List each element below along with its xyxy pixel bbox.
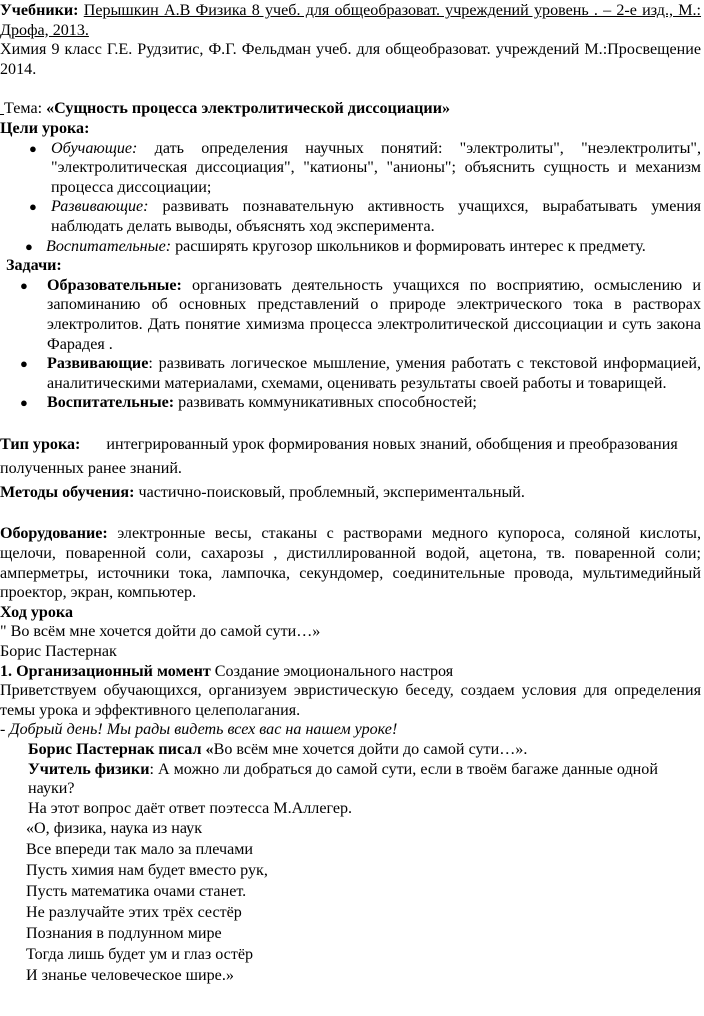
epigraph: " Во всём мне хочется дойти до самой сути…» — [0, 623, 321, 641]
goal-item: ● Обучающие: дать определения научных понятий: "электролиты", "неэлектролиты", "электролитическая диссоциация", "катионы", "анионы"; объяснить сущность и механизм процесса диссоциации; — [29, 139, 701, 196]
task-item: ● Развивающие: развивать логическое мышление, умения работать с текстовой информацией, аналитическими материалами, схемами, оценивать результаты своей работы и товарищей. — [20, 355, 701, 392]
teacher-line: Учитель физики: А можно ли добраться до самой сути, если в твоём багаже данные одной науки? — [28, 760, 658, 798]
tasks-list — [0, 276, 701, 413]
lesson-type-text: интегрированный урок формирования новых знаний, обобщения и преобразования полученных ранее знаний. — [0, 435, 678, 477]
poem — [0, 818, 701, 986]
pasternak-line: Борис Пастернак писал «Во всём мне хочется дойти до самой сути…». — [28, 741, 528, 758]
goals-list — [0, 139, 701, 257]
lesson-heading: Ход урока — [0, 603, 73, 621]
stage-1: 1. Организационный момент Создание эмоционального настроя — [0, 662, 454, 680]
methods: Методы обучения: частично-поисковый, проблемный, экспериментальный. — [0, 483, 525, 501]
answer-intro: На этот вопрос даёт ответ поэтесса М.Аллегер. — [28, 799, 353, 817]
bullet-icon: ● — [29, 199, 37, 215]
bullet-icon: ● — [25, 238, 33, 254]
lesson-type-label: Тип урока: — [0, 435, 81, 453]
bullet-icon: ● — [20, 395, 28, 411]
poem-line: «О, физика, наука из наук — [26, 820, 203, 838]
poem-line: Познания в подлунном мире — [26, 925, 222, 943]
poem-line: Не разлучайте этих трёх сестёр — [26, 904, 242, 922]
topic-label: Тема: — [4, 100, 43, 118]
topic-title: «Сущность процесса электролитической диссоциации» — [46, 100, 451, 118]
equipment: Оборудование: электронные весы, стаканы с растворами медного купороса, соляной кислоты, щелочи, поваренной соли, сахарозы , дистиллированной водой, ацетона, тв. поваренной соли; амперметры, источники тока, лампочка, секундомер, соединительные провода, мультимедийный проектор, экран, компьютер. — [0, 525, 701, 602]
task-item: ● Образовательные: организовать деятельность учащихся по восприятию, осмыслению и запоминанию об основных представлений о природе электрического тока в растворах электролитов. Дать понятие химизма процесса электролитической диссоциации и суть закона Фарадея . — [20, 276, 701, 353]
textbooks-physics — [0, 1, 701, 40]
task-item: ● Воспитательные: развивать коммуникативных способностей; — [20, 394, 477, 412]
goals-heading: Цели урока: — [0, 119, 90, 137]
poem-line: Пусть математика очами станет. — [26, 883, 247, 901]
topic-line — [0, 99, 701, 119]
poem-line: Тогда лишь будет ум и глаз остёр — [26, 946, 254, 964]
epigraph-author: Борис Пастернак — [0, 643, 117, 661]
tasks-heading: Задачи: — [6, 257, 62, 275]
lesson-type — [0, 433, 701, 481]
bullet-icon: ● — [20, 356, 28, 372]
goal-item: ● Развивающие: развивать познавательную активность учащихся, вырабатывать умения наблюдать делать выводы, объяснять ход эксперимента. — [29, 198, 701, 235]
textbooks-label: Учебники: — [0, 2, 79, 19]
goal-item: ● Воспитательные: расширять кругозор школьников и формировать интерес к предмету. — [25, 237, 646, 255]
bullet-icon: ● — [20, 277, 28, 293]
poem-line: И знанье человеческое шире.» — [26, 967, 234, 985]
textbook-physics-text: Перышкин А.В Физика 8 учеб. для общеобразоват. учреждений уровень . – 2-е изд., М.: Дрофа, 2013. — [0, 2, 702, 39]
lesson-intro: Приветствуем обучающихся, организуем эвристическую беседу, создаем условия для определения темы урока и эффективного целеполагания. — [0, 682, 701, 719]
textbook-chemistry-text: Химия 9 класс Г.Е. Рудзитис, Ф.Г. Фельдман учеб. для общеобразоват. учреждений М.:Просвещение 2014. — [0, 41, 701, 78]
greeting: - Добрый день! Мы рады видеть всех вас на нашем уроке! — [0, 721, 398, 739]
bullet-icon: ● — [29, 140, 37, 156]
poem-line: Пусть химия нам будет вместо рук, — [26, 862, 268, 880]
poem-line: Все впереди так мало за плечами — [26, 841, 254, 859]
